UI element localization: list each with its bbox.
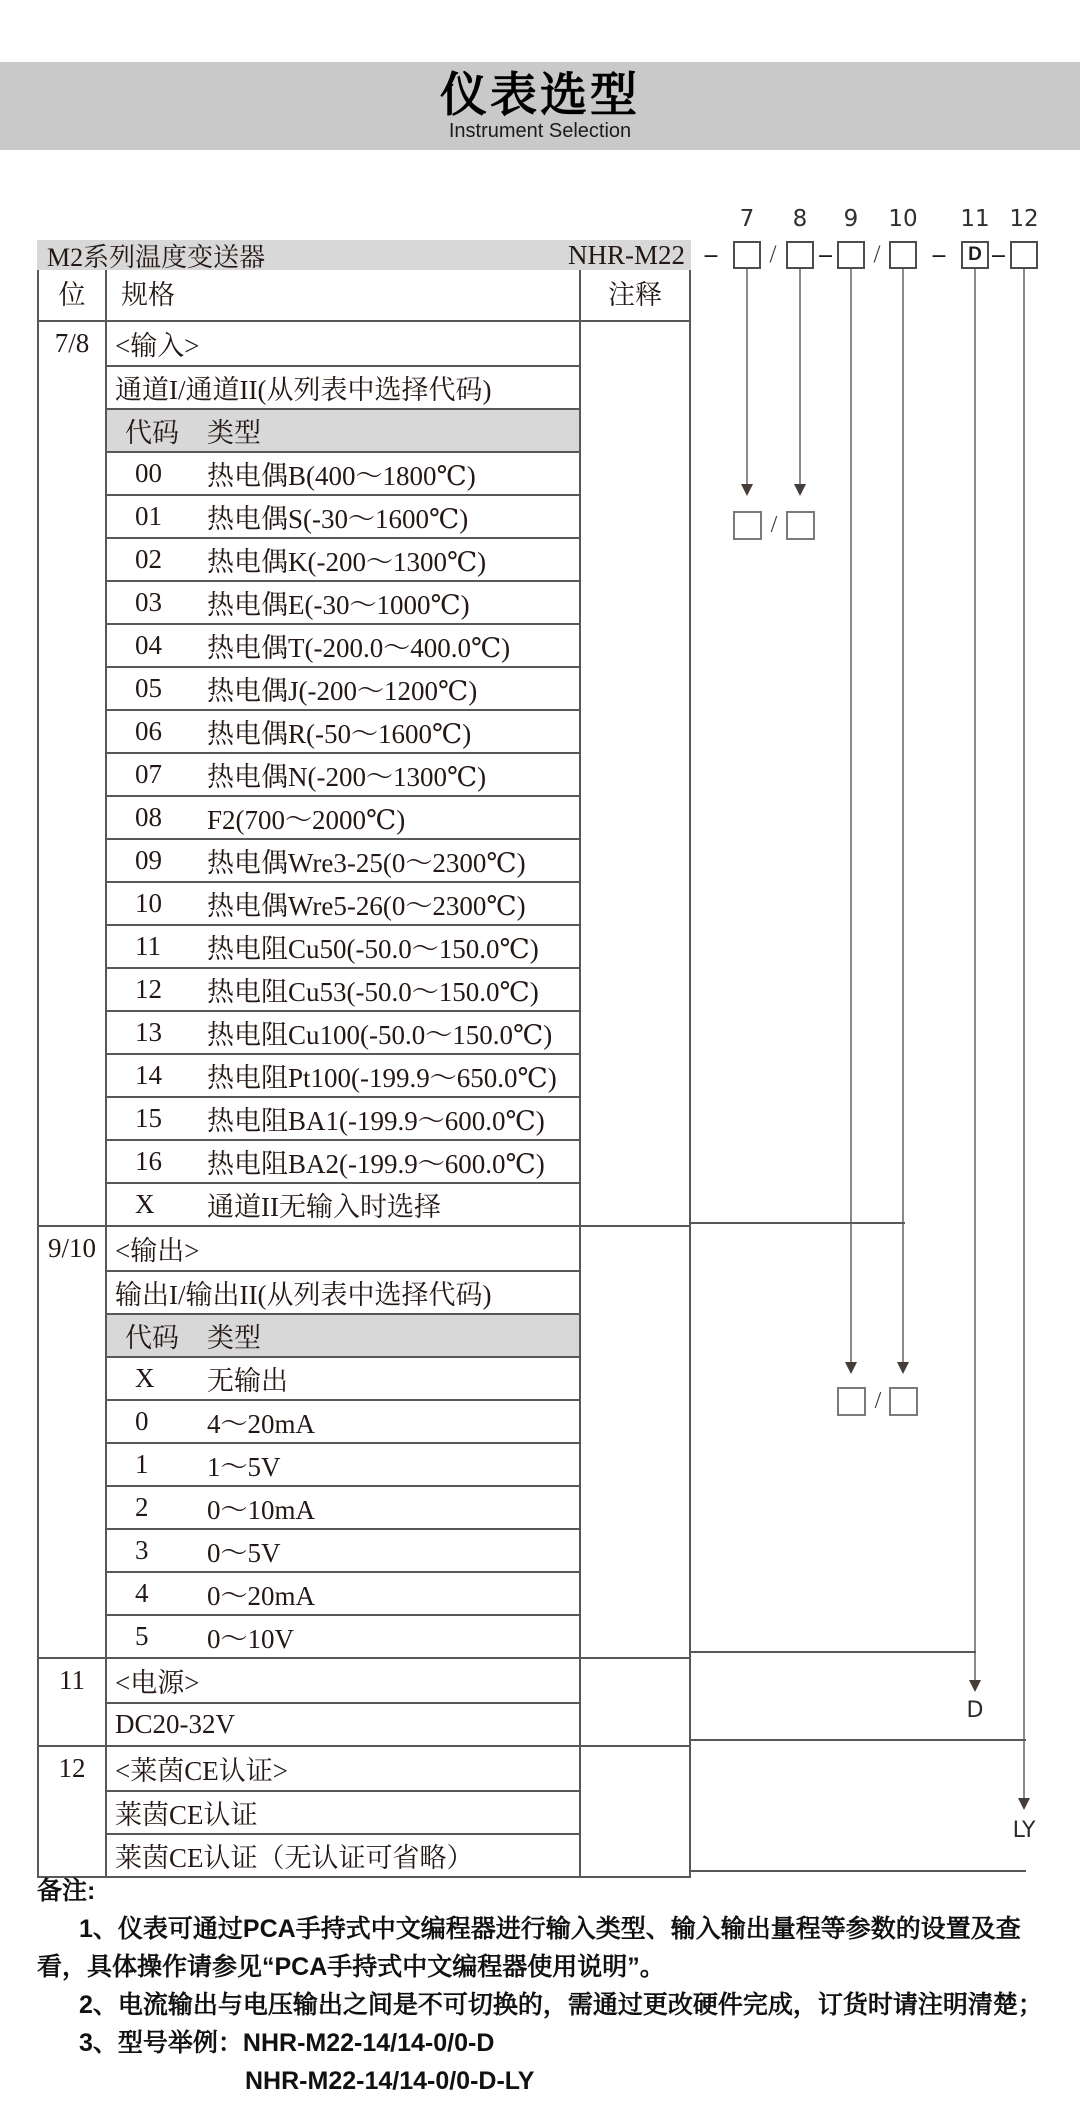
table-row	[107, 1614, 579, 1657]
model-name: NHR-M22	[567, 239, 685, 270]
table-row	[107, 1528, 579, 1571]
note-cell	[579, 1659, 689, 1745]
slash-separator: /	[769, 241, 777, 268]
position-digit-7: 7	[739, 206, 755, 232]
table-row	[107, 1356, 579, 1399]
code-value: 5	[135, 1621, 149, 1651]
code-label: 热电偶S(-30～1600℃)	[207, 504, 469, 534]
section-subtitle-row: 通道I/通道II(从列表中选择代码)	[107, 365, 579, 408]
section-power	[39, 1657, 689, 1745]
code-label: 热电阻BA1(-199.9～600.0℃)	[207, 1106, 545, 1136]
input-channel1-box	[733, 511, 762, 540]
section-output	[39, 1225, 689, 1657]
table-row	[107, 881, 579, 924]
section-title-row: <输入>	[115, 331, 200, 361]
section-position-cell: 9/10	[39, 1227, 107, 1657]
model-band	[37, 240, 691, 270]
code-label: 热电偶K(-200～1300℃)	[207, 547, 487, 577]
code-value: X	[135, 1363, 155, 1393]
output-channel1-box	[837, 1387, 866, 1416]
slash-separator: /	[874, 1388, 882, 1414]
section-position-cell: 11	[39, 1659, 107, 1745]
code-label: 热电阻BA2(-199.9～600.0℃)	[207, 1149, 545, 1179]
code-value: 14	[135, 1060, 162, 1090]
arrow-down-icon	[897, 1362, 909, 1374]
table-header-row	[39, 270, 689, 320]
arrow-down-icon	[741, 484, 753, 496]
drop-line-9	[850, 269, 852, 1362]
drop-line-12	[1023, 269, 1025, 1798]
note-line: NHR-M22-14/14-0/0-D-LY	[245, 2067, 535, 2095]
code-label: 4～20mA	[207, 1409, 315, 1439]
table-row	[107, 1485, 579, 1528]
position-digit-12: 12	[1009, 206, 1039, 232]
code-value: 06	[135, 716, 162, 746]
arrow-down-icon	[969, 1680, 981, 1692]
drop-line-8	[799, 269, 801, 485]
ce-code-label: LY	[1012, 1818, 1036, 1843]
table-row	[107, 1790, 579, 1833]
drop-line-10	[902, 269, 904, 1362]
code-value: 0	[135, 1406, 149, 1436]
note-line: 2、电流输出与电压输出之间是不可切换的，需通过更改硬件完成，订货时请注明清楚；	[79, 1991, 1043, 2019]
code-box-9	[837, 241, 865, 269]
code-value: 08	[135, 802, 162, 832]
code-value: 11	[135, 931, 161, 961]
arrow-down-icon	[794, 484, 806, 496]
code-header-row: 代码 类型	[107, 1313, 579, 1356]
code-value: 15	[135, 1103, 162, 1133]
column-header-position: 位	[39, 270, 107, 320]
row-label: DC20-32V	[115, 1709, 235, 1739]
section-title-row: <莱茵CE认证>	[115, 1756, 288, 1786]
position-digit-11: 11	[960, 206, 990, 232]
code-label: 0～5V	[207, 1538, 281, 1568]
table-row	[107, 537, 579, 580]
table-row	[107, 752, 579, 795]
code-label: F2(700～2000℃)	[207, 805, 406, 835]
divider-extension	[691, 1739, 1026, 1741]
code-label: 热电偶Wre3-25(0～2300℃)	[207, 848, 526, 878]
table-row	[107, 580, 579, 623]
code-value: 16	[135, 1146, 162, 1176]
arrow-down-icon	[845, 1362, 857, 1374]
position-digit-8: 8	[792, 206, 808, 232]
section-title-row: <输出>	[115, 1236, 200, 1266]
section-subtitle-row: 输出I/输出II(从列表中选择代码)	[107, 1270, 579, 1313]
code-value: 13	[135, 1017, 162, 1047]
table-row	[107, 1702, 579, 1745]
code-value: 1	[135, 1449, 149, 1479]
table-row	[107, 1182, 579, 1225]
code-value: 04	[135, 630, 162, 660]
row-label: 莱茵CE认证	[115, 1800, 258, 1830]
dash-separator: –	[819, 241, 832, 268]
section-ce	[39, 1745, 689, 1876]
table-row	[107, 1833, 579, 1876]
note-cell	[579, 1747, 689, 1876]
code-value: X	[135, 1189, 155, 1219]
table-row	[107, 451, 579, 494]
code-label: 热电偶R(-50～1600℃)	[207, 719, 472, 749]
code-value: 2	[135, 1492, 149, 1522]
code-label: 0～10V	[207, 1624, 294, 1654]
code-label: 无输出	[207, 1366, 288, 1396]
power-code-label: D	[966, 1698, 984, 1723]
section-title-row: <电源>	[115, 1668, 200, 1698]
page-subtitle: Instrument Selection	[448, 119, 632, 142]
column-header-note: 注释	[579, 270, 689, 320]
code-label: 1～5V	[207, 1452, 281, 1482]
dash-separator: –	[932, 241, 946, 268]
code-label: 0～20mA	[207, 1581, 315, 1611]
footnotes	[37, 1872, 1077, 2100]
position-digit-10: 10	[888, 206, 918, 232]
drop-line-11	[974, 269, 976, 1680]
slash-separator: /	[770, 512, 778, 538]
table-row	[107, 795, 579, 838]
dash-separator: –	[992, 241, 1005, 268]
code-value: 00	[135, 458, 162, 488]
section-position-cell: 7/8	[39, 322, 107, 1225]
series-label: M2系列温度变送器	[47, 242, 266, 272]
arrow-down-icon	[1018, 1798, 1030, 1810]
code-label: 热电阻Pt100(-199.9～650.0℃)	[207, 1063, 557, 1093]
column-header-spec: 规格	[121, 280, 175, 310]
section-input	[39, 320, 689, 1225]
code-value: 05	[135, 673, 162, 703]
input-channel2-box	[786, 511, 815, 540]
note-line: 1、仪表可通过PCA手持式中文编程器进行输入类型、输入输出量程等参数的设置及查	[79, 1915, 1021, 1943]
code-label: 热电阻Cu50(-50.0～150.0℃)	[207, 934, 539, 964]
table-row	[107, 924, 579, 967]
note-cell	[579, 322, 689, 1225]
code-label: 热电偶Wre5-26(0～2300℃)	[207, 891, 526, 921]
notes-heading: 备注:	[37, 1877, 96, 1905]
table-row	[107, 1399, 579, 1442]
table-row	[107, 838, 579, 881]
note-cell	[579, 1227, 689, 1657]
code-box-12	[1010, 241, 1038, 269]
page-title: 仪表选型	[440, 67, 640, 121]
code-label: 热电偶T(-200.0～400.0℃)	[207, 633, 511, 663]
code-value: 03	[135, 587, 162, 617]
table-row	[107, 967, 579, 1010]
code-value: 09	[135, 845, 162, 875]
code-box-10	[889, 241, 917, 269]
table-row	[107, 1571, 579, 1614]
table-row	[107, 1096, 579, 1139]
code-header-row: 代码 类型	[107, 408, 579, 451]
selection-table	[37, 270, 691, 1878]
code-label: 0～10mA	[207, 1495, 315, 1525]
code-value: 3	[135, 1535, 149, 1565]
code-box-7	[733, 241, 761, 269]
table-row	[107, 1139, 579, 1182]
code-box-8	[786, 241, 814, 269]
table-row	[107, 1053, 579, 1096]
code-value: 4	[135, 1578, 149, 1608]
code-label: 通道II无输入时选择	[207, 1192, 441, 1222]
table-row	[107, 709, 579, 752]
code-value: 10	[135, 888, 162, 918]
page-banner	[0, 62, 1080, 150]
output-channel2-box	[889, 1387, 918, 1416]
code-value: 02	[135, 544, 162, 574]
divider-extension	[691, 1222, 905, 1224]
table-row	[107, 1010, 579, 1053]
slash-separator: /	[873, 241, 881, 268]
table-row	[107, 494, 579, 537]
code-label: 热电偶B(400～1800℃)	[207, 461, 476, 491]
table-row	[107, 666, 579, 709]
code-label: 热电偶N(-200～1300℃)	[207, 762, 487, 792]
divider-extension	[691, 1651, 976, 1653]
code-box-11: D	[961, 241, 989, 269]
table-row	[107, 1442, 579, 1485]
code-label: 热电阻Cu100(-50.0～150.0℃)	[207, 1020, 553, 1050]
note-line: 3、型号举例：NHR-M22-14/14-0/0-D	[79, 2029, 495, 2057]
code-label: 热电偶J(-200～1200℃)	[207, 676, 478, 706]
code-label: 热电偶E(-30～1000℃)	[207, 590, 470, 620]
dash-separator: –	[704, 241, 718, 268]
table-row	[107, 623, 579, 666]
code-label: 热电阻Cu53(-50.0～150.0℃)	[207, 977, 539, 1007]
drop-line-7	[746, 269, 748, 485]
code-value: 07	[135, 759, 162, 789]
row-label: 莱茵CE认证（无认证可省略）	[115, 1843, 474, 1873]
section-position-cell: 12	[39, 1747, 107, 1876]
note-line: 看，具体操作请参见“PCA手持式中文编程器使用说明”。	[37, 1953, 665, 1981]
code-value: 01	[135, 501, 162, 531]
position-digit-9: 9	[843, 206, 859, 232]
code-value: 12	[135, 974, 162, 1004]
